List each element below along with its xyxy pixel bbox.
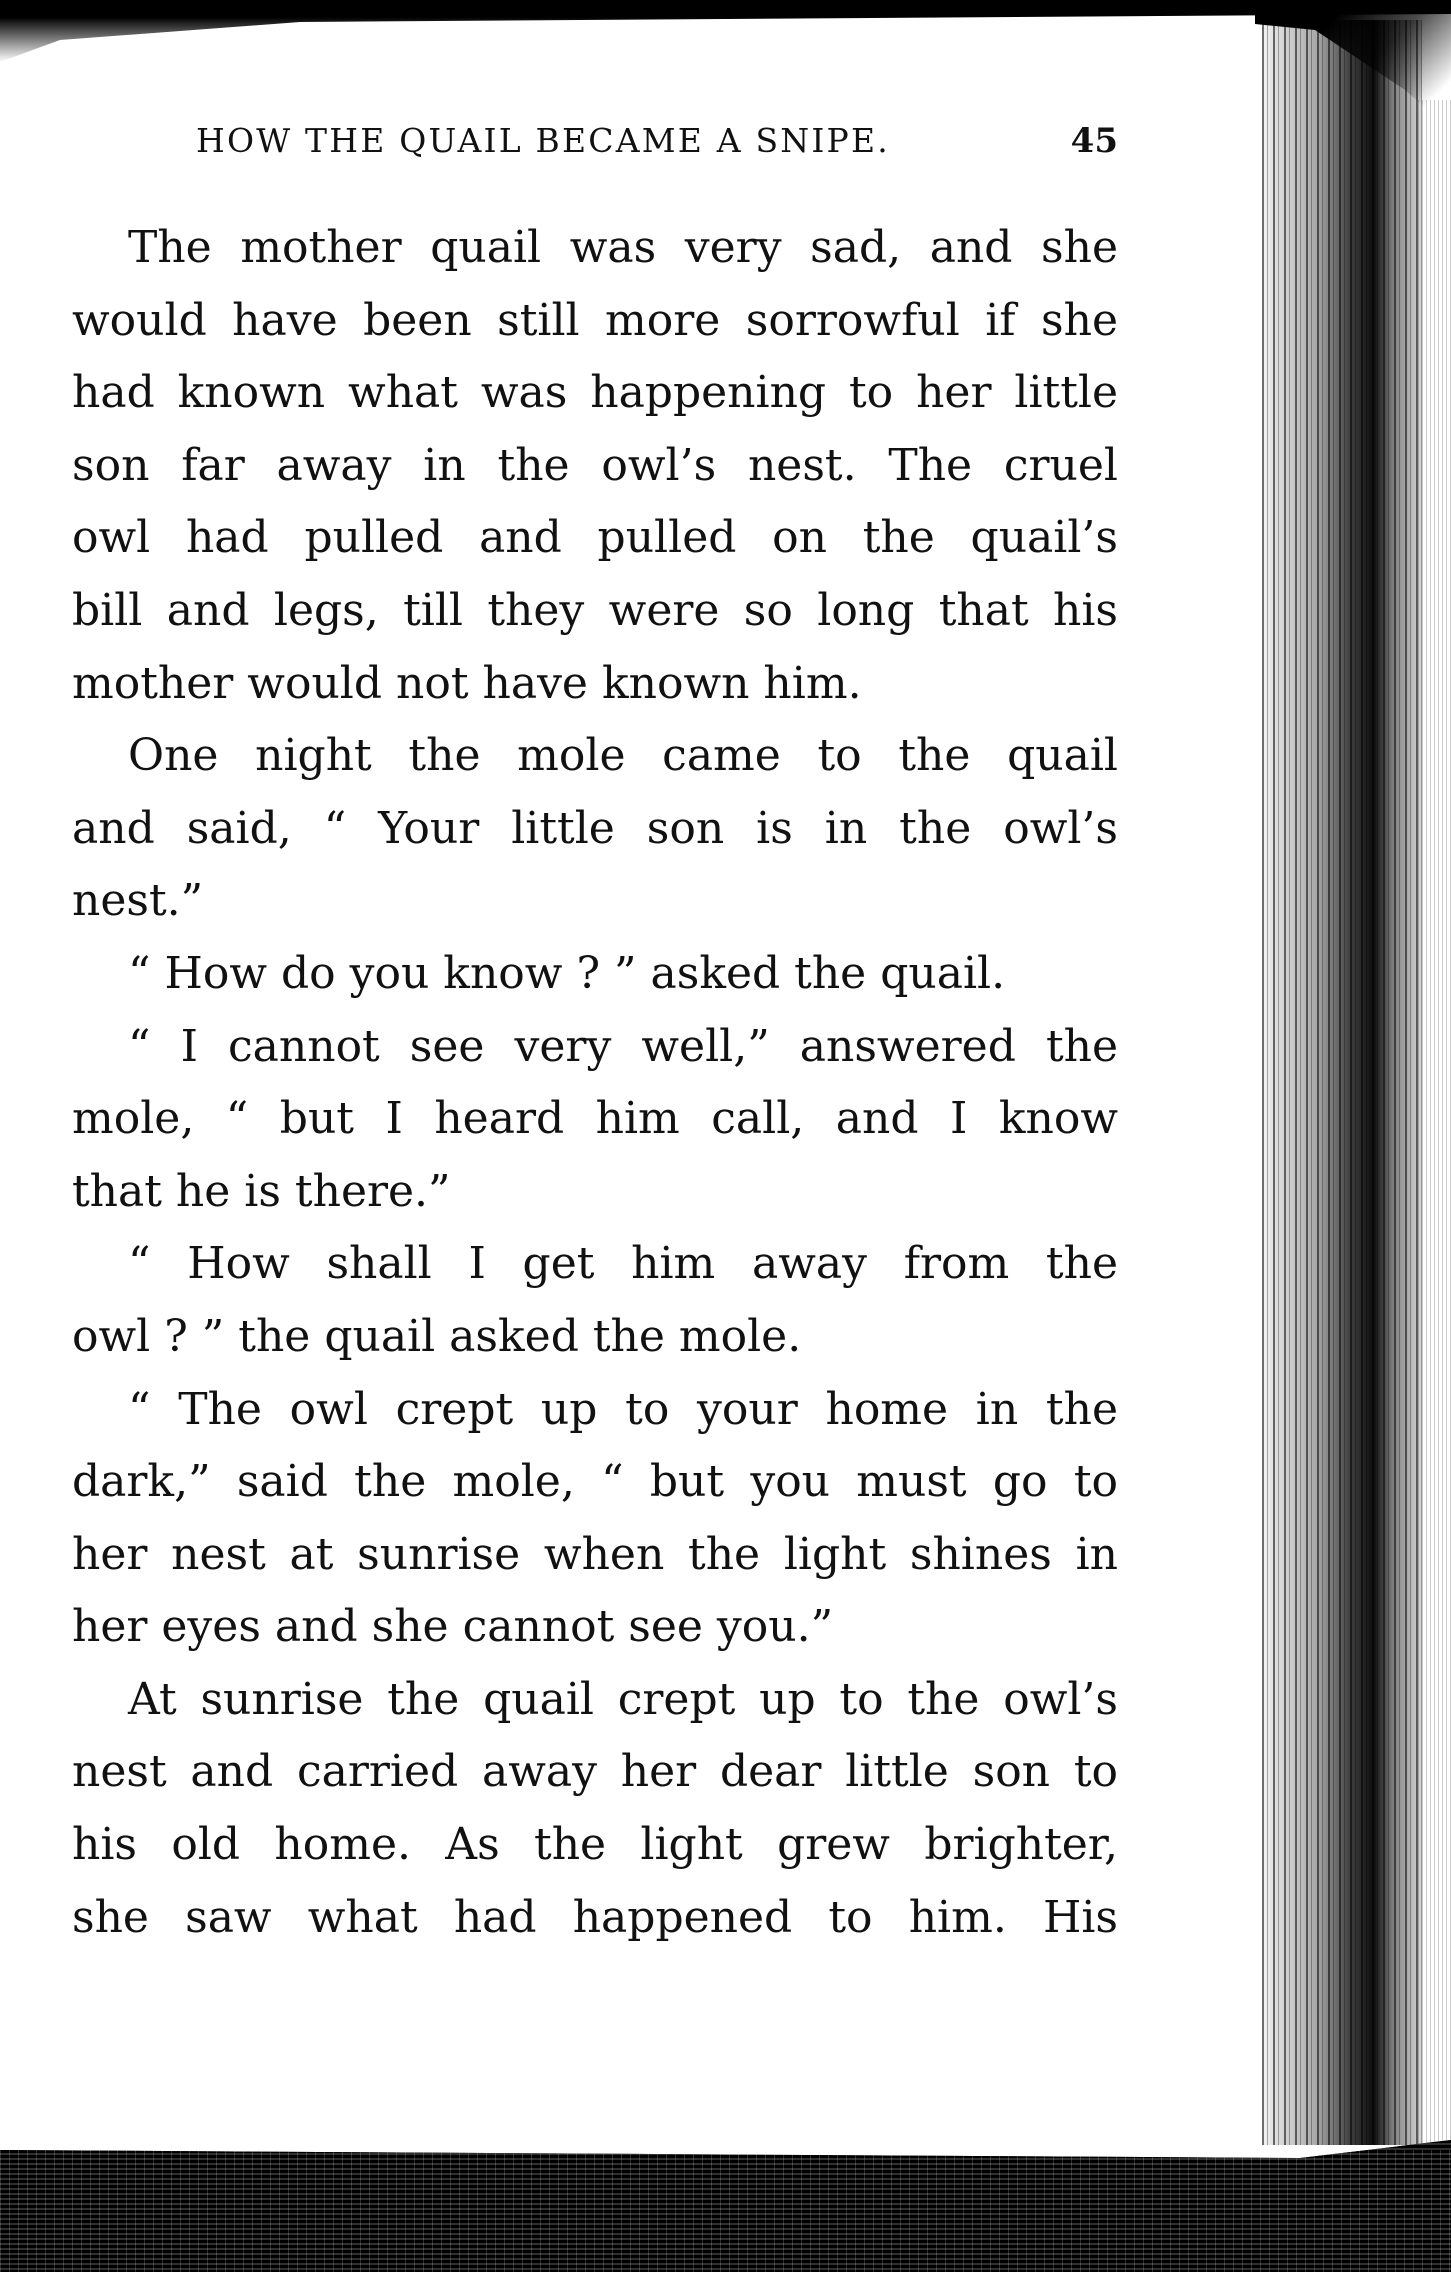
text-line: her eyes and she cannot see you.” xyxy=(72,1601,834,1653)
text-line: dark,” said the mole, “ but you must go to xyxy=(72,1456,1118,1508)
text-line: At sunrise the quail crept up to the owl’s xyxy=(128,1673,1118,1725)
scan-bottom-speckle xyxy=(0,2150,1451,2272)
text-line: owl had pulled and pulled on the quail’s xyxy=(72,512,1118,564)
text-line: nest and carried away her dear little son to xyxy=(72,1746,1118,1798)
text-line: that he is there.” xyxy=(72,1165,451,1217)
text-line: mole, “ but I heard him call, and I know xyxy=(72,1093,1118,1145)
running-head xyxy=(196,118,1118,164)
text-line: owl ? ” the quail asked the mole. xyxy=(72,1310,802,1362)
text-line: and said, “ Your little son is in the owl’s xyxy=(72,802,1118,854)
text-line: nest.” xyxy=(72,875,204,927)
text-line: her nest at sunrise when the light shines in xyxy=(72,1528,1118,1580)
page-number: 45 xyxy=(1070,121,1118,161)
text-line: “ The owl crept up to your home in the xyxy=(128,1383,1118,1435)
text-line: “ How shall I get him away from the xyxy=(128,1238,1118,1290)
text-line: mother would not have known him. xyxy=(72,657,862,709)
text-line: The mother quail was very sad, and she xyxy=(128,222,1118,273)
text-line: “ I cannot see very well,” answered the xyxy=(128,1020,1118,1072)
running-title: HOW THE QUAIL BECAME A SNIPE. xyxy=(196,121,890,160)
scan-top-shadow xyxy=(0,0,1451,62)
book-spine-gutter xyxy=(1262,20,1422,2145)
text-line: she saw what had happened to him. His xyxy=(72,1891,1118,1943)
text-line: bill and legs, till they were so long that his xyxy=(72,584,1118,636)
body-text xyxy=(72,212,1118,1954)
text-line: had known what was happening to her little xyxy=(72,367,1118,419)
text-line: One night the mole came to the quail xyxy=(128,730,1118,782)
text-line: would have been still more sorrowful if she xyxy=(72,294,1118,346)
text-line: son far away in the owl’s nest. The cruel xyxy=(72,439,1118,491)
text-line: his old home. As the light grew brighter, xyxy=(72,1819,1118,1871)
page-right-edge xyxy=(1418,100,1451,2150)
text-line: “ How do you know ? ” asked the quail. xyxy=(128,947,1006,999)
